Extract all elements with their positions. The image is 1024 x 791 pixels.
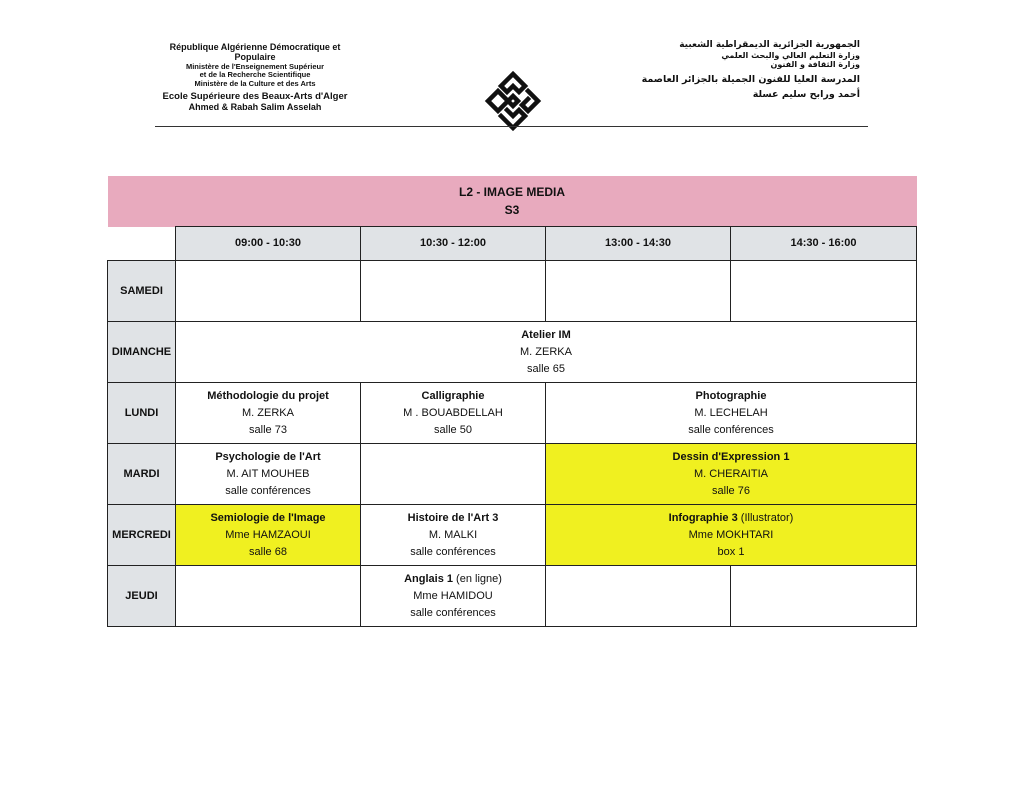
slot-header: 13:00 - 14:30	[546, 227, 731, 261]
header-right-institution-arabic	[640, 40, 860, 101]
timetable-banner	[108, 176, 917, 227]
corner-cell	[108, 227, 176, 261]
session-room: salle 65	[527, 362, 565, 375]
ministry-higher-education-arabic: وزارة التعليم العالي والبحث العلمي	[721, 50, 860, 60]
school-subtitle-arabic: أحمد ورابح سليم عسلة	[752, 89, 860, 101]
row-mardi	[108, 444, 917, 505]
session-course: Calligraphie	[421, 389, 485, 402]
school-subtitle: Ahmed & Rabah Salim Asselah	[188, 102, 322, 113]
empty-cell	[546, 566, 731, 627]
session-teacher: Mme HAMIDOU	[413, 589, 493, 602]
row-lundi	[108, 383, 917, 444]
slot-header: 09:00 - 10:30	[176, 227, 361, 261]
session-room: salle 68	[249, 545, 287, 558]
row-mercredi	[108, 505, 917, 566]
session-teacher: M. CHERAITIA	[694, 467, 768, 480]
ministry-culture-arabic: وزارة الثقافة و الفنون	[770, 60, 860, 70]
row-dimanche	[108, 322, 917, 383]
session-course: Dessin d'Expression 1	[672, 450, 790, 463]
empty-cell	[176, 261, 361, 322]
session-teacher: M. LECHELAH	[694, 406, 768, 419]
header-left-institution	[150, 42, 360, 113]
slot-header: 10:30 - 12:00	[361, 227, 546, 261]
session-room: salle 76	[712, 484, 750, 497]
session-cell-highlighted	[546, 444, 917, 505]
session-course: Méthodologie du projet	[207, 389, 329, 402]
session-cell	[176, 383, 361, 444]
session-course: Photographie	[695, 389, 767, 402]
session-course: Infographie 3	[668, 511, 738, 524]
empty-cell	[731, 261, 917, 322]
day-label: MERCREDI	[108, 505, 176, 566]
session-room: salle 50	[434, 423, 472, 436]
ministry-higher-education: Ministère de l'Enseignement Supérieur	[185, 61, 325, 71]
session-room: salle 73	[249, 423, 287, 436]
row-jeudi	[108, 566, 917, 627]
session-teacher: Mme MOKHTARI	[688, 528, 774, 541]
session-room: salle conférences	[410, 606, 496, 619]
session-room: salle conférences	[688, 423, 774, 436]
republic-name: République Algérienne Démocratique et Populaire	[169, 42, 341, 63]
session-course: Atelier IM	[521, 328, 571, 341]
header-divider	[155, 126, 868, 127]
day-label: LUNDI	[108, 383, 176, 444]
session-cell-highlighted	[546, 505, 917, 566]
session-course: Semiologie de l'Image	[210, 511, 326, 524]
timetable-title: L2 - IMAGE MEDIA	[458, 185, 565, 199]
session-course-note: (Illustrator)	[740, 511, 794, 524]
row-samedi	[108, 261, 917, 322]
empty-cell	[361, 261, 546, 322]
session-teacher: M. ZERKA	[242, 406, 294, 419]
timetable-semester: S3	[504, 203, 520, 217]
session-cell	[361, 505, 546, 566]
day-label: SAMEDI	[108, 261, 176, 322]
timetable	[107, 176, 917, 627]
session-cell	[361, 566, 546, 627]
session-cell	[176, 322, 917, 383]
ministry-culture: Ministère de la Culture et des Arts	[194, 78, 316, 88]
session-course-note: (en ligne)	[456, 572, 502, 585]
day-label: DIMANCHE	[108, 322, 176, 383]
empty-cell	[546, 261, 731, 322]
empty-cell	[361, 444, 546, 505]
session-room: salle conférences	[410, 545, 496, 558]
session-teacher: M . BOUABDELLAH	[403, 406, 503, 419]
school-name: Ecole Supérieure des Beaux-Arts d'Alger	[162, 90, 348, 102]
session-cell	[176, 444, 361, 505]
session-teacher: M. MALKI	[428, 528, 478, 541]
slot-header: 14:30 - 16:00	[731, 227, 917, 261]
session-cell	[546, 383, 917, 444]
republic-name-arabic: الجمهورية الجزائرية الديمقراطية الشعبية	[679, 40, 860, 50]
session-cell	[361, 383, 546, 444]
session-cell-highlighted	[176, 505, 361, 566]
empty-cell	[176, 566, 361, 627]
ministry-research: et de la Recherche Scientifique	[199, 70, 311, 80]
session-teacher: M. ZERKA	[520, 345, 572, 358]
session-room: salle conférences	[225, 484, 311, 497]
empty-cell	[731, 566, 917, 627]
session-course: Histoire de l'Art 3	[407, 511, 499, 524]
school-name-arabic: المدرسة العليا للفنون الجميلة بالجزائر العاصمة	[641, 73, 860, 85]
session-course: Anglais 1	[404, 572, 453, 585]
session-course: Psychologie de l'Art	[215, 450, 321, 463]
session-teacher: M. AIT MOUHEB	[226, 467, 310, 480]
day-label: MARDI	[108, 444, 176, 505]
session-room: box 1	[717, 545, 745, 558]
day-label: JEUDI	[108, 566, 176, 627]
session-teacher: Mme HAMZAOUI	[225, 528, 311, 541]
